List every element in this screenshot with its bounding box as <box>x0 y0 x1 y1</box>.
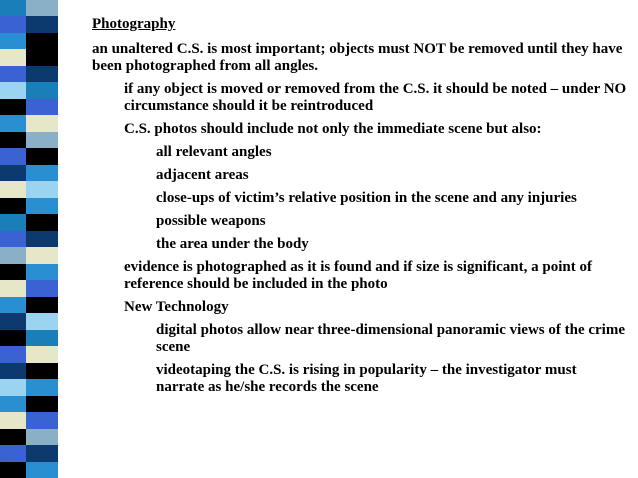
stripe-segment <box>26 66 58 82</box>
stripe-gap <box>58 0 70 16</box>
stripe-segment <box>0 313 26 329</box>
stripe-segment <box>26 264 58 280</box>
bullet-level3-relevant-angles: all relevant angles <box>156 144 272 160</box>
stripe-segment <box>0 0 26 16</box>
stripe-gap <box>58 379 70 395</box>
stripe-row <box>0 99 70 115</box>
stripe-gap <box>58 264 70 280</box>
bullet-level3-videotaping: videotaping the C.S. is rising in popularity – the investigator must narrate as he/she records the scene <box>156 362 577 395</box>
stripe-segment <box>26 363 58 379</box>
stripe-row <box>0 82 70 98</box>
bullet-level3-close-ups: close-ups of victim’s relative position in the scene and any injuries <box>156 190 577 206</box>
stripe-segment <box>0 231 26 247</box>
bullet-level2-new-technology: New Technology <box>124 299 229 315</box>
stripe-segment <box>0 445 26 461</box>
bullet-level2-evidence-photographed: evidence is photographed as it is found and if size is significant, a point of reference should be included in the photo <box>124 259 592 292</box>
stripe-row <box>0 379 70 395</box>
stripe-row <box>0 132 70 148</box>
bullet-level3-area-under-body: the area under the body <box>156 236 309 252</box>
stripe-segment <box>26 462 58 478</box>
bullet-level2-object-moved: if any object is moved or removed from the C.S. it should be noted – under NO circumstance should it be reintroduced <box>124 81 627 114</box>
stripe-gap <box>58 396 70 412</box>
stripe-segment <box>26 115 58 131</box>
stripe-segment <box>26 429 58 445</box>
stripe-segment <box>0 33 26 49</box>
stripe-row <box>0 66 70 82</box>
stripe-segment <box>0 66 26 82</box>
stripe-row <box>0 445 70 461</box>
stripe-segment <box>0 16 26 32</box>
stripe-segment <box>26 148 58 164</box>
stripe-gap <box>58 429 70 445</box>
stripe-segment <box>26 396 58 412</box>
stripe-segment <box>26 247 58 263</box>
stripe-row <box>0 429 70 445</box>
stripe-segment <box>26 445 58 461</box>
stripe-row <box>0 346 70 362</box>
stripe-row <box>0 0 70 16</box>
stripe-segment <box>0 330 26 346</box>
stripe-gap <box>58 49 70 65</box>
stripe-segment <box>26 181 58 197</box>
stripe-segment <box>26 49 58 65</box>
stripe-row <box>0 330 70 346</box>
stripe-gap <box>58 198 70 214</box>
decorative-stripe-bar <box>0 0 70 478</box>
stripe-segment <box>0 264 26 280</box>
stripe-gap <box>58 346 70 362</box>
bullet-level2-cs-photos-include: C.S. photos should include not only the immediate scene but also: <box>124 121 542 137</box>
stripe-gap <box>58 313 70 329</box>
stripe-gap <box>58 99 70 115</box>
stripe-segment <box>26 198 58 214</box>
stripe-row <box>0 247 70 263</box>
stripe-row <box>0 264 70 280</box>
stripe-gap <box>58 16 70 32</box>
stripe-segment <box>26 379 58 395</box>
stripe-gap <box>58 280 70 296</box>
stripe-gap <box>58 66 70 82</box>
stripe-segment <box>0 165 26 181</box>
stripe-segment <box>26 412 58 428</box>
bullet-level3-digital-photos: digital photos allow near three-dimensional panoramic views of the crime scene <box>156 322 625 355</box>
stripe-segment <box>26 33 58 49</box>
stripe-row <box>0 396 70 412</box>
stripe-row <box>0 214 70 230</box>
stripe-segment <box>0 412 26 428</box>
stripe-gap <box>58 33 70 49</box>
stripe-segment <box>26 231 58 247</box>
bullet-level3-adjacent-areas: adjacent areas <box>156 167 249 183</box>
stripe-row <box>0 313 70 329</box>
stripe-segment <box>26 313 58 329</box>
stripe-segment <box>26 16 58 32</box>
stripe-segment <box>26 99 58 115</box>
stripe-segment <box>26 297 58 313</box>
slide-content <box>92 16 628 402</box>
stripe-segment <box>26 0 58 16</box>
stripe-row <box>0 148 70 164</box>
stripe-row <box>0 181 70 197</box>
stripe-segment <box>0 429 26 445</box>
stripe-gap <box>58 330 70 346</box>
stripe-segment <box>0 247 26 263</box>
stripe-segment <box>0 363 26 379</box>
stripe-segment <box>26 165 58 181</box>
stripe-gap <box>58 445 70 461</box>
stripe-segment <box>0 115 26 131</box>
stripe-segment <box>26 82 58 98</box>
stripe-row <box>0 462 70 478</box>
stripe-gap <box>58 165 70 181</box>
stripe-segment <box>0 181 26 197</box>
stripe-segment <box>0 280 26 296</box>
stripe-row <box>0 165 70 181</box>
stripe-segment <box>26 280 58 296</box>
stripe-segment <box>0 132 26 148</box>
stripe-segment <box>0 82 26 98</box>
stripe-segment <box>0 49 26 65</box>
stripe-gap <box>58 132 70 148</box>
stripe-gap <box>58 115 70 131</box>
stripe-gap <box>58 214 70 230</box>
stripe-segment <box>26 330 58 346</box>
stripe-gap <box>58 412 70 428</box>
stripe-row <box>0 16 70 32</box>
stripe-row <box>0 412 70 428</box>
stripe-gap <box>58 148 70 164</box>
stripe-gap <box>58 297 70 313</box>
stripe-row <box>0 49 70 65</box>
bullet-level1-unaltered-cs: an unaltered C.S. is most important; objects must NOT be removed until they have been photographed from all angles. <box>92 41 623 74</box>
bullet-level3-possible-weapons: possible weapons <box>156 213 266 229</box>
stripe-segment <box>26 132 58 148</box>
stripe-segment <box>0 379 26 395</box>
stripe-row <box>0 33 70 49</box>
slide-title: Photography <box>92 16 176 32</box>
stripe-segment <box>0 396 26 412</box>
stripe-segment <box>0 99 26 115</box>
stripe-row <box>0 280 70 296</box>
stripe-row <box>0 297 70 313</box>
stripe-segment <box>26 346 58 362</box>
stripe-gap <box>58 462 70 478</box>
stripe-segment <box>0 198 26 214</box>
stripe-gap <box>58 82 70 98</box>
stripe-segment <box>0 148 26 164</box>
stripe-segment <box>0 462 26 478</box>
stripe-gap <box>58 181 70 197</box>
stripe-segment <box>26 214 58 230</box>
stripe-row <box>0 115 70 131</box>
stripe-row <box>0 363 70 379</box>
stripe-segment <box>0 214 26 230</box>
stripe-gap <box>58 363 70 379</box>
stripe-row <box>0 231 70 247</box>
stripe-gap <box>58 247 70 263</box>
stripe-segment <box>0 346 26 362</box>
stripe-gap <box>58 231 70 247</box>
stripe-row <box>0 198 70 214</box>
stripe-segment <box>0 297 26 313</box>
